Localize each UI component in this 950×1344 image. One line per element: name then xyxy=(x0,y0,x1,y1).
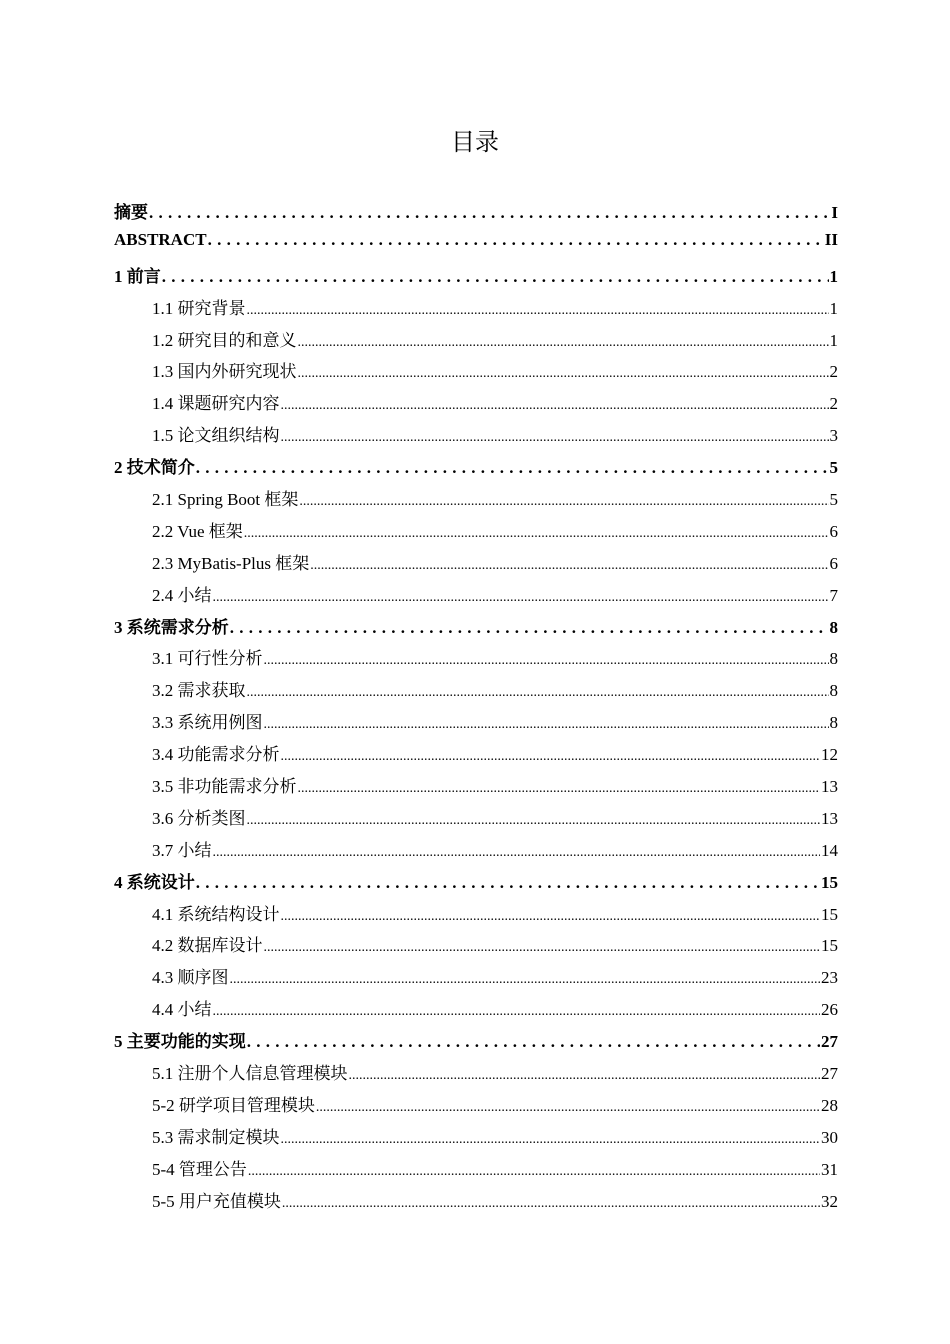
toc-page-number: 8 xyxy=(829,681,838,701)
toc-dot-leader xyxy=(298,777,821,797)
toc-entry-label: 5 主要功能的实现 xyxy=(114,1032,246,1052)
toc-entry-label: 1.3 国内外研究现状 xyxy=(152,362,297,382)
toc-entry-label: 2.1 Spring Boot 框架 xyxy=(152,490,299,510)
toc-entry-label: 3.1 可行性分析 xyxy=(152,649,263,669)
toc-page-number: 31 xyxy=(821,1159,838,1179)
toc-page-number: 15 xyxy=(821,936,838,956)
toc-page-number: 7 xyxy=(829,585,838,605)
toc-dot-leader xyxy=(149,203,830,223)
toc-section-entry[interactable] xyxy=(114,931,838,963)
toc-page-number: 6 xyxy=(829,521,838,541)
toc-section-entry[interactable] xyxy=(114,708,838,740)
toc-dot-leader xyxy=(244,522,829,542)
toc-entry-label: 5-2 研学项目管理模块 xyxy=(152,1095,315,1115)
toc-page-number: 5 xyxy=(829,490,838,510)
toc-entry-label: 2.4 小结 xyxy=(152,585,212,605)
toc-section-entry[interactable] xyxy=(114,1091,838,1123)
toc-section-entry[interactable] xyxy=(114,1059,838,1091)
toc-chapter-entry[interactable] xyxy=(114,198,838,230)
toc-dot-leader xyxy=(264,936,821,956)
toc-page-number: 32 xyxy=(821,1191,838,1211)
toc-page-number: 28 xyxy=(821,1095,838,1115)
toc-page-number: 30 xyxy=(821,1127,838,1147)
toc-dot-leader xyxy=(316,1096,820,1116)
page-title: 目录 xyxy=(451,128,499,156)
toc-section-entry[interactable] xyxy=(114,294,838,326)
toc-page-number: 1 xyxy=(829,266,838,286)
toc-dot-leader xyxy=(281,1128,821,1148)
toc-dot-leader xyxy=(281,905,821,925)
toc-page-number: 3 xyxy=(829,426,838,446)
toc-page-number: 27 xyxy=(821,1064,838,1084)
toc-page-number: 8 xyxy=(829,713,838,733)
toc-page-number: 12 xyxy=(821,745,838,765)
toc-dot-leader xyxy=(247,1032,820,1052)
toc-page-number: 15 xyxy=(821,904,838,924)
toc-page-number: 8 xyxy=(829,617,838,637)
toc-entry-label: 3.4 功能需求分析 xyxy=(152,745,280,765)
toc-dot-leader xyxy=(264,713,829,733)
toc-dot-leader xyxy=(196,873,820,893)
toc-dot-leader xyxy=(213,1000,821,1020)
toc-section-entry[interactable] xyxy=(114,1123,838,1155)
toc-page-number: 15 xyxy=(821,872,838,892)
toc-entry-label: 4 系统设计 xyxy=(114,872,195,892)
toc-entry-label: 3.3 系统用例图 xyxy=(152,713,263,733)
toc-dot-leader xyxy=(299,490,828,510)
toc-dot-leader xyxy=(281,745,821,765)
toc-entry-label: 2 技术简介 xyxy=(114,458,195,478)
toc-entry-label: 2.2 Vue 框架 xyxy=(152,521,243,541)
toc-chapter-entry[interactable] xyxy=(114,1027,838,1059)
toc-entry-label: 3.5 非功能需求分析 xyxy=(152,777,297,797)
toc-entry-label: 1.1 研究背景 xyxy=(152,298,246,318)
toc-dot-leader xyxy=(162,267,829,287)
toc-entry-label: 4.4 小结 xyxy=(152,1000,212,1020)
toc-section-entry[interactable] xyxy=(114,804,838,836)
toc-chapter-entry[interactable] xyxy=(114,262,838,294)
toc-dot-leader xyxy=(310,554,828,574)
toc-dot-leader xyxy=(248,1160,820,1180)
toc-page-number: 14 xyxy=(821,840,838,860)
toc-dot-leader xyxy=(247,299,829,319)
toc-section-entry[interactable] xyxy=(114,1187,838,1219)
toc-chapter-entry[interactable] xyxy=(114,230,838,262)
toc-entry-label: 2.3 MyBatis-Plus 框架 xyxy=(152,553,310,573)
toc-dot-leader xyxy=(230,618,829,638)
toc-dot-leader xyxy=(196,458,829,478)
toc-page-number: 13 xyxy=(821,808,838,828)
toc-dot-leader xyxy=(349,1064,821,1084)
toc-dot-leader xyxy=(281,426,829,446)
toc-section-entry[interactable] xyxy=(114,676,838,708)
toc-dot-leader xyxy=(208,230,824,250)
toc-entry-label: 5-4 管理公告 xyxy=(152,1159,247,1179)
toc-page-number: 27 xyxy=(821,1032,838,1052)
toc-section-entry[interactable] xyxy=(114,963,838,995)
toc-page-number: 2 xyxy=(829,394,838,414)
toc-section-entry[interactable] xyxy=(114,549,838,581)
toc-section-entry[interactable] xyxy=(114,1155,838,1187)
toc-page-number: 5 xyxy=(829,458,838,478)
toc-entry-label: 1.4 课题研究内容 xyxy=(152,394,280,414)
toc-entry-label: 1.2 研究目的和意义 xyxy=(152,330,297,350)
toc-page-number: 6 xyxy=(829,553,838,573)
toc-section-entry[interactable] xyxy=(114,836,838,868)
toc-section-entry[interactable] xyxy=(114,389,838,421)
toc-page-number: 8 xyxy=(829,649,838,669)
toc-section-entry[interactable] xyxy=(114,326,838,358)
toc-dot-leader xyxy=(281,394,829,414)
toc-dot-leader xyxy=(247,681,829,701)
toc-entry-label: 3 系统需求分析 xyxy=(114,617,229,637)
toc-dot-leader xyxy=(230,968,821,988)
toc-dot-leader xyxy=(213,586,829,606)
toc-section-entry[interactable] xyxy=(114,772,838,804)
toc-entry-label: 摘要 xyxy=(114,203,148,222)
toc-section-entry[interactable] xyxy=(114,581,838,613)
toc-section-entry[interactable] xyxy=(114,485,838,517)
toc-page-number: 1 xyxy=(829,298,838,318)
toc-chapter-entry[interactable] xyxy=(114,453,838,485)
toc-page-number: II xyxy=(824,229,838,249)
toc-dot-leader xyxy=(247,809,821,829)
toc-page-number: 1 xyxy=(829,330,838,350)
toc-dot-leader xyxy=(264,649,829,669)
toc-chapter-entry[interactable] xyxy=(114,613,838,645)
toc-chapter-entry[interactable] xyxy=(114,868,838,900)
toc-section-entry[interactable] xyxy=(114,517,838,549)
toc-dot-leader xyxy=(298,362,829,382)
toc-dot-leader xyxy=(298,331,829,351)
toc-entry-label: 4.3 顺序图 xyxy=(152,968,229,988)
toc-section-entry[interactable] xyxy=(114,740,838,772)
toc-entry-label: 5.3 需求制定模块 xyxy=(152,1127,280,1147)
table-of-contents xyxy=(114,198,838,1219)
toc-entry-label: 4.1 系统结构设计 xyxy=(152,904,280,924)
toc-page-number: 2 xyxy=(829,362,838,382)
toc-entry-label: 3.2 需求获取 xyxy=(152,681,246,701)
toc-section-entry[interactable] xyxy=(114,644,838,676)
toc-entry-label: ABSTRACT xyxy=(114,229,207,249)
toc-page-number: 26 xyxy=(821,1000,838,1020)
toc-dot-leader xyxy=(282,1192,820,1212)
toc-entry-label: 5.1 注册个人信息管理模块 xyxy=(152,1064,348,1084)
toc-section-entry[interactable] xyxy=(114,900,838,932)
toc-page-number: 13 xyxy=(821,777,838,797)
toc-page-number: I xyxy=(831,203,838,222)
toc-section-entry[interactable] xyxy=(114,421,838,453)
toc-section-entry[interactable] xyxy=(114,995,838,1027)
toc-entry-label: 1 前言 xyxy=(114,266,161,286)
toc-entry-label: 3.7 小结 xyxy=(152,840,212,860)
toc-entry-label: 3.6 分析类图 xyxy=(152,808,246,828)
toc-page-number: 23 xyxy=(821,968,838,988)
toc-dot-leader xyxy=(213,841,821,861)
toc-section-entry[interactable] xyxy=(114,357,838,389)
toc-entry-label: 1.5 论文组织结构 xyxy=(152,426,280,446)
toc-entry-label: 4.2 数据库设计 xyxy=(152,936,263,956)
toc-entry-label: 5-5 用户充值模块 xyxy=(152,1191,281,1211)
